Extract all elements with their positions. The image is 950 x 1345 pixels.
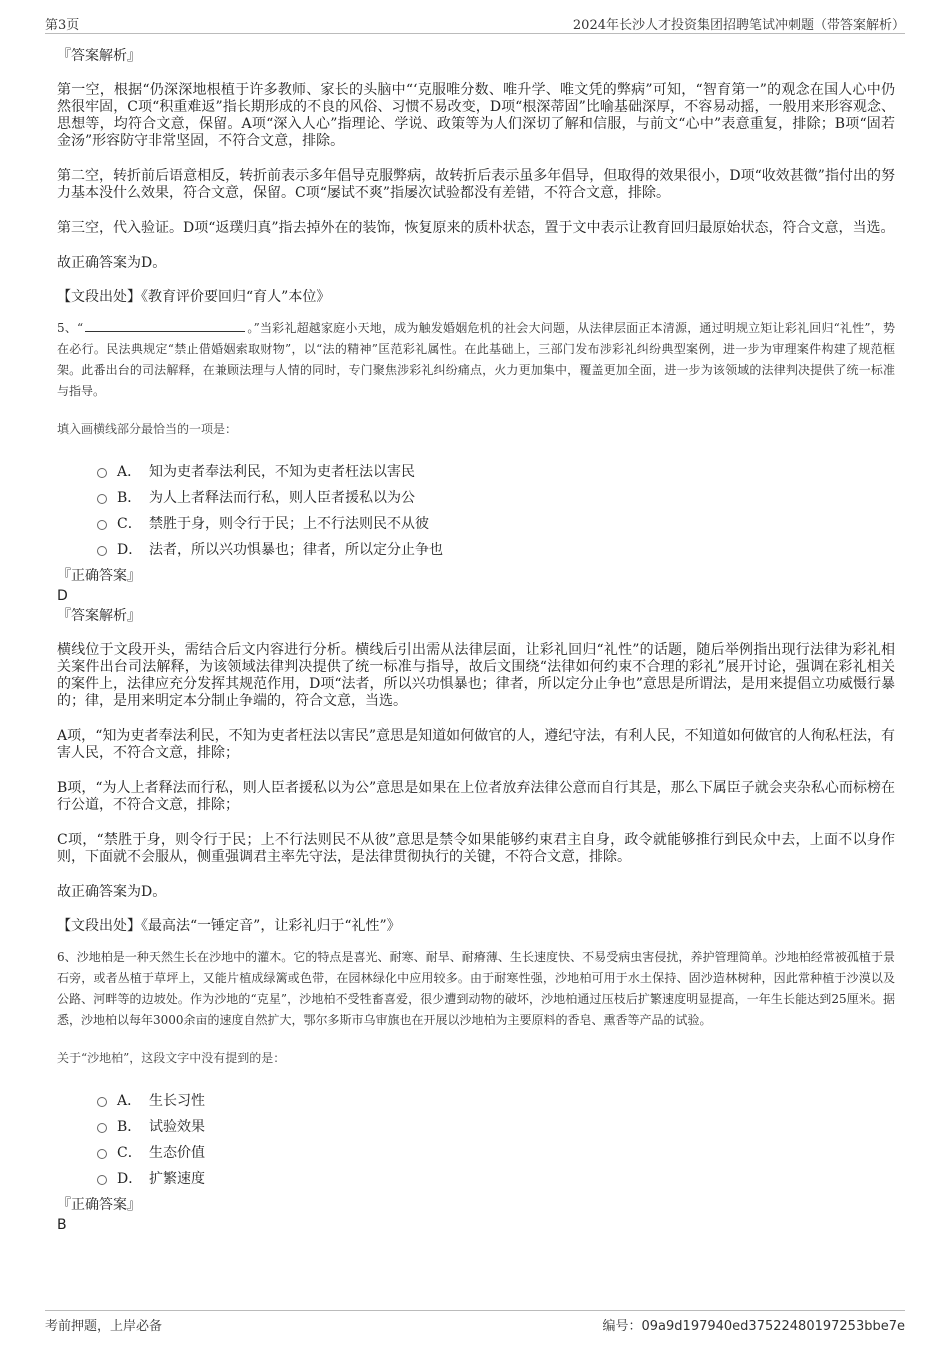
q6-prompt: 关于“沙地柏”，这段文字中没有提到的是： xyxy=(57,1051,286,1065)
radio-icon[interactable] xyxy=(97,1097,107,1107)
q6-options xyxy=(97,1087,895,1191)
radio-icon[interactable] xyxy=(97,468,107,478)
q4-source: 【文段出处】《教育评价要回归“育人”本位》 xyxy=(57,289,331,305)
q5-option-d[interactable]: D． 法者，所以兴功惧暴也；律者，所以定分止争也 xyxy=(97,536,895,562)
q6-correct-label: 『正确答案』 xyxy=(57,1197,141,1213)
q4-conclusion: 故正确答案为D。 xyxy=(57,255,167,271)
q5-option-a[interactable]: A． 知为吏者奉法利民，不知为吏者枉法以害民 xyxy=(97,458,895,484)
radio-icon[interactable] xyxy=(97,494,107,504)
q5-question xyxy=(57,318,895,402)
document-title: 2024年长沙人才投资集团招聘笔试冲刺题（带答案解析） xyxy=(572,18,905,33)
page-header xyxy=(45,12,905,34)
q5-source: 【文段出处】《最高法“一锤定音”，让彩礼归于“礼性”》 xyxy=(57,918,401,934)
q5-options xyxy=(97,458,895,562)
q5-conclusion: 故正确答案为D。 xyxy=(57,884,167,900)
q5-analysis-p1: 横线位于文段开头，需结合后文内容进行分析。横线后引出需从法律层面，让彩礼回归“礼性”的话题，随后举例指出现行法律为彩礼相关案件出台司法解释，为该领域法律判决提供了统一标准与指导，故后文围绕“法律如何约束不合理的彩礼”展开讨论，强调在彩礼相关的案件上，法律应充分发挥其规范作用，D项“法者，所以兴功惧暴也；律者，所以定分止争也”意思是所谓法，是用来提倡立功威慑行暴的；律，是用来明定本分制止争端的，符合文意，当选。 xyxy=(57,642,895,709)
footer-code xyxy=(603,1315,906,1334)
q6-option-a[interactable]: A． 生长习性 xyxy=(97,1087,895,1113)
q5-number: 5、“ xyxy=(57,321,84,335)
q5-correct-answer: D xyxy=(57,588,68,604)
footer-slogan: 考前押题，上岸必备 xyxy=(45,1319,163,1334)
q5-analysis-label: 『答案解析』 xyxy=(57,608,141,624)
q5-analysis-p3: B项，“为人上者释法而行私，则人臣者援私以为公”意思是如果在上位者放弃法律公意而自行其是，那么下属臣子就会夹杂私心而标榜在行公道，不符合文意，排除； xyxy=(57,780,895,813)
page-content xyxy=(57,46,895,1235)
q5-option-c[interactable]: C． 禁胜于身，则令行于民；上不行法则民不从彼 xyxy=(97,510,895,536)
q4-analysis-p3: 第三空，代入验证。D项“返璞归真”指去掉外在的装饰，恢复原来的质朴状态，置于文中表示让教育回归最原始状态，符合文意，当选。 xyxy=(57,220,895,236)
q6-option-d[interactable]: D． 扩繁速度 xyxy=(97,1165,895,1191)
q6-correct-answer: B xyxy=(57,1217,67,1233)
q4-analysis-p2: 第二空，转折前后语意相反，转折前表示多年倡导克服弊病，故转折后表示虽多年倡导，但取得的效果很小，D项“收效甚微”指付出的努力基本没什么效果，符合文意，保留。C项“屡试不爽”指屡次试验都没有差错，不符合文意，排除。 xyxy=(57,168,895,201)
footer-code-label: 编号： xyxy=(602,1319,642,1334)
radio-icon[interactable] xyxy=(97,520,107,530)
q5-analysis-p4: C项，“禁胜于身，则令行于民；上不行法则民不从彼”意思是禁令如果能够约束君主自身，政令就能够推行到民众中去，上面不以身作则，下面就不会服从，侧重强调君主率先守法，是法律贯彻执行的关键，不符合文意，排除。 xyxy=(57,832,895,865)
radio-icon[interactable] xyxy=(97,546,107,556)
q4-analysis-label: 『答案解析』 xyxy=(57,48,141,64)
q5-analysis-p2: A项，“知为吏者奉法利民，不知为吏者枉法以害民”意思是知道如何做官的人，遵纪守法，有利人民，不知道如何做官的人徇私枉法，有害人民，不符合文意，排除； xyxy=(57,728,895,761)
q6-question: 6、沙地柏是一种天然生长在沙地中的灌木。它的特点是喜光、耐寒、耐旱、耐瘠薄、生长速度快、不易受病虫害侵扰，养护管理简单。沙地柏经常被孤植于景石旁，或者丛植于草坪上，又能片植成绿篱或色带，在园林绿化中应用较多。由于耐寒性强，沙地柏可用于水土保持、固沙造林树种，因此常种植于沙漠以及公路、河畔等的边坡处。作为沙地的“克星”，沙地柏不受牲畜喜爱，很少遭到动物的破坏，沙地柏通过压枝后扩繁速度明显提高，一年生长能达到25厘米。据悉，沙地柏以每年3000余亩的速度自然扩大，鄂尔多斯市乌审旗也在开展以沙地柏为主要原料的香皂、熏香等产品的试验。 xyxy=(57,950,895,1027)
q5-option-b[interactable]: B． 为人上者释法而行私，则人臣者援私以为公 xyxy=(97,484,895,510)
page-number: 第3页 xyxy=(45,18,80,33)
q5-correct-label: 『正确答案』 xyxy=(57,568,141,584)
q5-blank xyxy=(85,318,245,332)
q5-prompt: 填入画横线部分最恰当的一项是： xyxy=(57,422,238,436)
radio-icon[interactable] xyxy=(97,1175,107,1185)
footer-code-value: 09a9d197940ed37522480197253bbe7e xyxy=(641,1319,905,1334)
radio-icon[interactable] xyxy=(97,1123,107,1133)
q6-option-c[interactable]: C． 生态价值 xyxy=(97,1139,895,1165)
page-footer xyxy=(45,1310,905,1334)
radio-icon[interactable] xyxy=(97,1149,107,1159)
q4-analysis-p1: 第一空，根据“仍深深地根植于许多教师、家长的头脑中“‘克服唯分数、唯升学、唯文凭的弊病”可知，“智育第一”的观念在国人心中仍然很牢固，C项“积重难返”指长期形成的不良的风俗、习惯不易改变，D项“根深蒂固”比喻基础深厚，不容易动摇，一般用来形容观念、思想等，均符合文意，保留。A项“深入人心”指理论、学说、政策等为人们深切了解和信服，与前文“心中”表意重复，排除；B项“固若金汤”形容防守非常坚固，不符合文意，排除。 xyxy=(57,82,895,149)
q6-option-b[interactable]: B． 试验效果 xyxy=(97,1113,895,1139)
q5-text: 。”当彩礼超越家庭小天地，成为触发婚姻危机的社会大问题，从法律层面正本清源，通过明规立矩让彩礼回归“礼性”，势在必行。民法典规定“禁止借婚姻索取财物”，以“法的精神”匡范彩礼属性。在此基础上，三部门发布涉彩礼纠纷典型案例，进一步为审理案件构建了规范框架。此番出台的司法解释，在兼顾法理与人情的同时，专门聚焦涉彩礼纠纷痛点，火力更加集中，覆盖更加全面，进一步为该领域的法律判决提供了统一标准与指导。 xyxy=(57,321,895,398)
